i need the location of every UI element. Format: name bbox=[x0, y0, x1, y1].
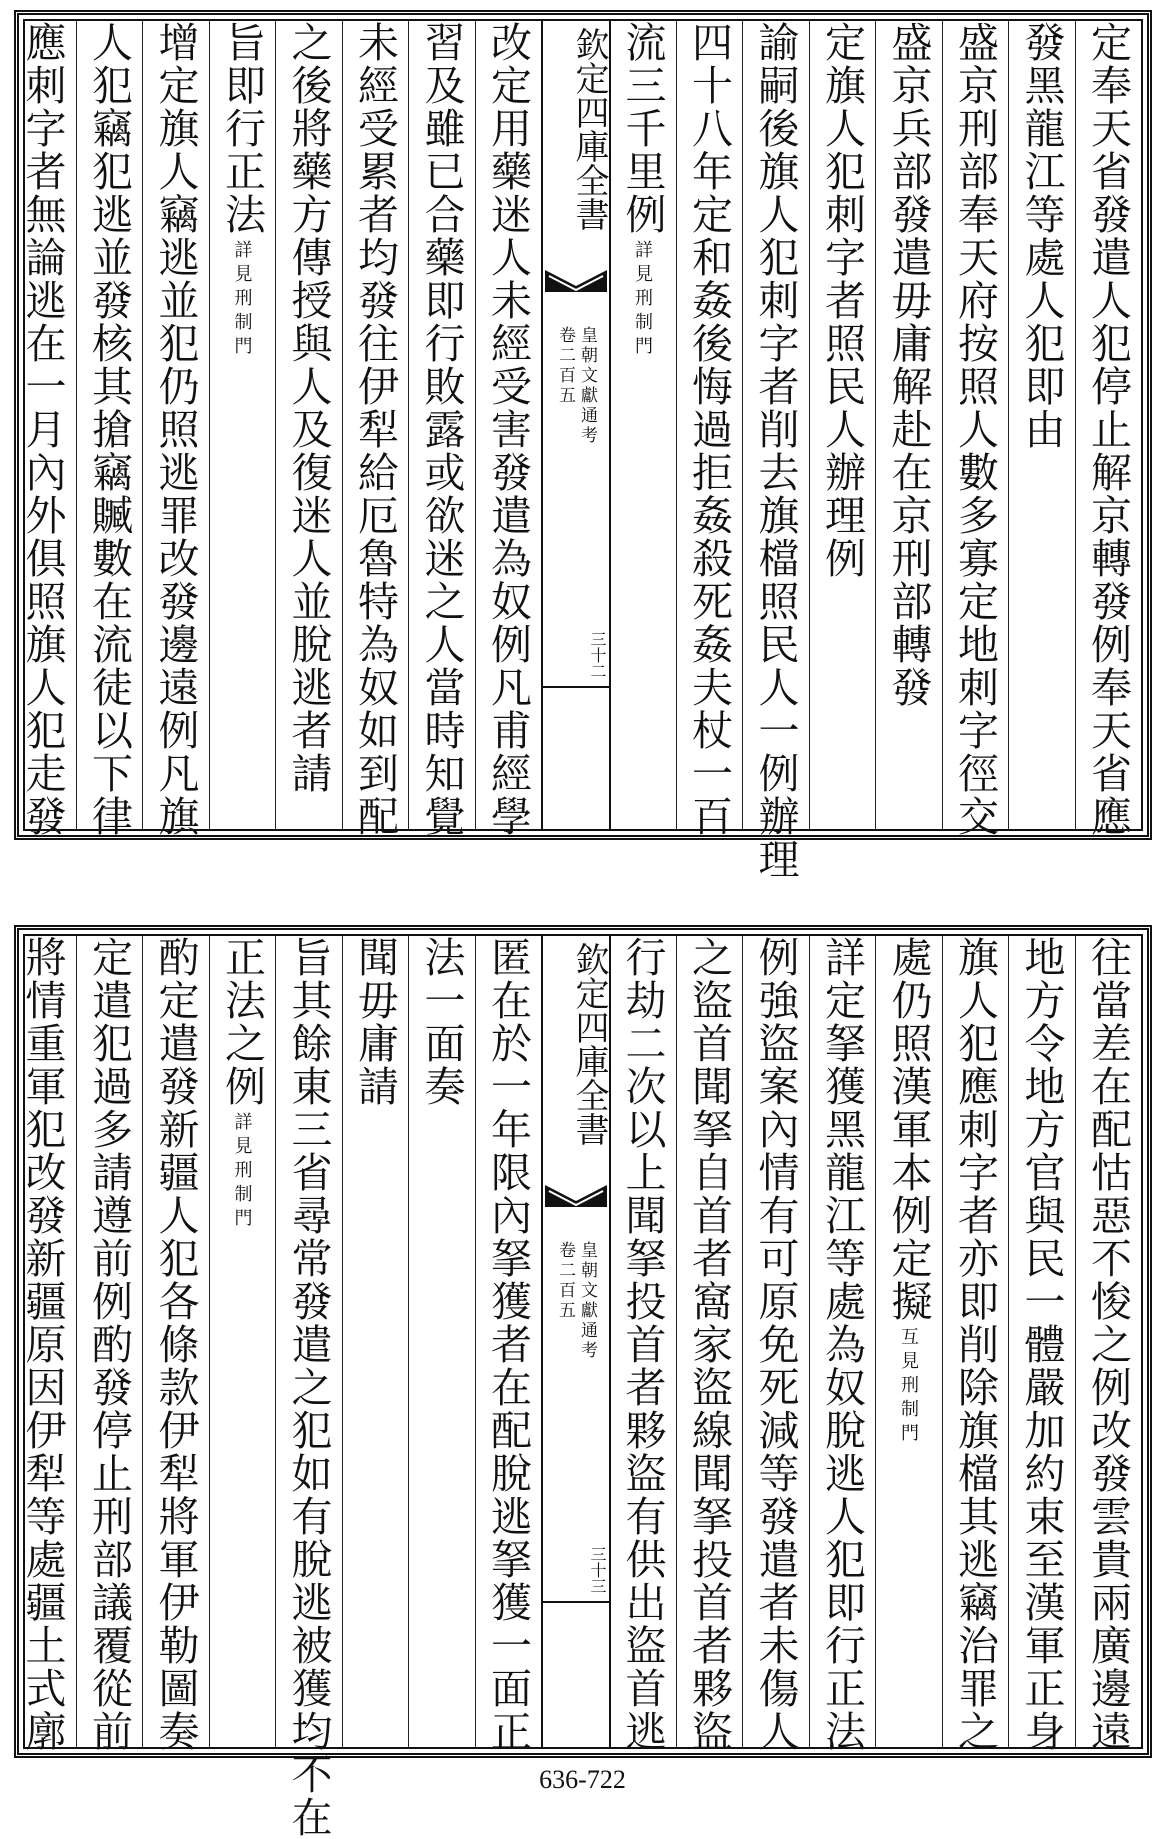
column-text: 之盜首聞拏自首者窩家盜線聞拏投首者夥盜 bbox=[685, 936, 733, 1753]
fish-tail-mark-icon bbox=[543, 266, 609, 292]
column-divider bbox=[742, 936, 743, 1747]
book-title: 皇朝文獻通考 bbox=[577, 1241, 597, 1361]
column-text: 將情重軍犯改發新疆原因伊犁等處疆土式廓 bbox=[18, 936, 67, 1753]
collection-title: 欽定四庫全書 bbox=[569, 27, 609, 231]
column-text: 改定用藥迷人未經受害發遣為奴例凡甫經學 bbox=[484, 21, 532, 838]
left-column bbox=[9, 21, 75, 838]
right-column bbox=[875, 21, 941, 829]
column-divider bbox=[942, 21, 943, 829]
column-text: 地方令地方官與民一體嚴加約束至漢軍正身 bbox=[1017, 936, 1066, 1753]
column-divider bbox=[275, 21, 276, 829]
right-column bbox=[809, 21, 875, 829]
column-text: 聞毋庸請 bbox=[351, 936, 399, 1108]
column-text: 之後將藥方傳授與人及復迷人並脫逃者請 bbox=[284, 21, 333, 795]
catalog-number: 636-722 bbox=[539, 1765, 626, 1794]
column-text: 詳定拏獲黑龍江等處為奴脫逃人犯即行正法 bbox=[818, 936, 866, 1753]
book-meta bbox=[543, 1241, 609, 1361]
left-column bbox=[9, 936, 75, 1753]
page-number: 三十二 bbox=[588, 631, 607, 679]
left-column bbox=[76, 936, 142, 1753]
center-margin-column bbox=[541, 21, 611, 829]
column-divider bbox=[809, 936, 810, 1747]
cross-reference-note: 詳見刑制門 bbox=[632, 240, 653, 360]
left-column bbox=[76, 21, 142, 838]
column-divider bbox=[1075, 21, 1076, 829]
volume-number: 卷二百五 bbox=[555, 326, 575, 406]
column-text: 匿在於一年限內拏獲者在配脫逃拏獲一面正 bbox=[484, 936, 532, 1753]
margin-rule bbox=[543, 686, 609, 688]
column-divider bbox=[809, 21, 810, 829]
column-text: 習及雖已合藥即行敗露或欲迷之人當時知覺 bbox=[417, 21, 466, 838]
column-text: 未經受累者均發往伊犁給厄魯特為奴如到配 bbox=[351, 21, 399, 838]
left-column bbox=[142, 21, 208, 838]
column-divider bbox=[1008, 936, 1009, 1747]
page-frame bbox=[18, 19, 1143, 881]
column-text: 諭嗣後旗人犯刺字者削去旗檔照民人一例辦理 bbox=[751, 21, 800, 881]
column-text: 增定旗人竊逃並犯仍照逃罪改發邊遠例凡旗 bbox=[151, 21, 200, 838]
right-column bbox=[1008, 936, 1074, 1753]
column-divider bbox=[475, 936, 476, 1747]
right-column bbox=[1075, 936, 1141, 1753]
column-divider bbox=[209, 21, 210, 829]
column-divider bbox=[342, 936, 343, 1747]
column-divider bbox=[942, 936, 943, 1747]
column-text: 定遣犯過多請遵前例酌發停止刑部議覆從前 bbox=[85, 936, 133, 1753]
column-divider bbox=[76, 21, 77, 829]
column-text: 酌定遣發新疆人犯各條款伊犁將軍伊勒圖奏 bbox=[151, 936, 200, 1753]
collection-title: 欽定四庫全書 bbox=[569, 942, 609, 1146]
column-divider bbox=[142, 936, 143, 1747]
right-column bbox=[875, 936, 941, 1747]
left-column bbox=[408, 21, 474, 838]
right-column bbox=[742, 21, 808, 881]
column-divider bbox=[676, 936, 677, 1747]
left-column bbox=[475, 21, 541, 838]
column-divider bbox=[408, 936, 409, 1747]
right-column bbox=[609, 21, 675, 829]
column-divider bbox=[1075, 936, 1076, 1747]
book-title: 皇朝文獻通考 bbox=[577, 326, 597, 446]
column-text: 盛京兵部發遣毋庸解赴在京刑部轉發 bbox=[884, 21, 933, 709]
column-divider bbox=[142, 21, 143, 829]
column-text: 應刺字者無論逃在一月內外俱照旗人犯走發 bbox=[18, 21, 67, 838]
page-top bbox=[14, 10, 1152, 881]
margin-rule bbox=[543, 1601, 609, 1603]
column-divider bbox=[875, 936, 876, 1747]
column-text: 例強盜案內情有可原免死減等發遣者未傷人 bbox=[751, 936, 800, 1753]
right-column bbox=[609, 936, 675, 1753]
left-column bbox=[475, 936, 541, 1753]
column-text: 定奉天省發遣人犯停止解京轉發例奉天省應 bbox=[1084, 21, 1132, 838]
right-column bbox=[676, 21, 742, 838]
column-divider bbox=[342, 21, 343, 829]
column-text: 定旗人犯刺字者照民人辦理例 bbox=[818, 21, 866, 580]
left-column bbox=[142, 936, 208, 1753]
left-column bbox=[275, 936, 341, 1839]
right-column bbox=[809, 936, 875, 1753]
left-column bbox=[209, 936, 275, 1747]
column-divider bbox=[742, 21, 743, 829]
column-text: 行劫二次以上聞拏投首者夥盜有供出盜首逃 bbox=[618, 936, 667, 1753]
column-text: 正法之例 bbox=[218, 936, 266, 1108]
volume-number: 卷二百五 bbox=[555, 1241, 575, 1321]
column-divider bbox=[875, 21, 876, 829]
right-column bbox=[1075, 21, 1141, 838]
left-column bbox=[275, 21, 341, 829]
cross-reference-note: 詳見刑制門 bbox=[231, 240, 253, 360]
left-column bbox=[342, 936, 408, 1747]
column-text: 旨其餘東三省尋常發遣之犯如有脫逃被獲均不在 bbox=[284, 936, 333, 1839]
left-column bbox=[209, 21, 275, 829]
right-column bbox=[742, 936, 808, 1753]
book-meta bbox=[543, 326, 609, 446]
cross-reference-note: 互見刑制門 bbox=[898, 1327, 919, 1447]
page-number: 三十三 bbox=[588, 1546, 607, 1594]
column-text: 往當差在配怙惡不悛之例改發雲貴兩廣邊遠 bbox=[1084, 936, 1132, 1753]
column-divider bbox=[676, 21, 677, 829]
cross-reference-note: 詳見刑制門 bbox=[231, 1112, 253, 1232]
right-column bbox=[676, 936, 742, 1753]
right-column bbox=[942, 21, 1008, 838]
column-text: 人犯竊犯逃並發核其搶竊贓數在流徒以下律 bbox=[85, 21, 133, 838]
column-text: 發黑龍江等處人犯即由 bbox=[1017, 21, 1066, 451]
column-divider bbox=[76, 936, 77, 1747]
left-column bbox=[408, 936, 474, 1747]
column-divider bbox=[475, 21, 476, 829]
column-text: 四十八年定和姦後悔過拒姦殺死姦夫杖一百 bbox=[685, 21, 733, 838]
column-divider bbox=[209, 936, 210, 1747]
column-text: 處仍照漢軍本例定擬 bbox=[884, 936, 933, 1323]
column-divider bbox=[275, 936, 276, 1747]
column-divider bbox=[408, 21, 409, 829]
column-text: 盛京刑部奉天府按照人數多寡定地刺字徑交 bbox=[951, 21, 999, 838]
center-margin-column bbox=[541, 936, 611, 1747]
right-column bbox=[1008, 21, 1074, 829]
left-column bbox=[342, 21, 408, 838]
column-text: 流三千里例 bbox=[618, 21, 667, 236]
right-column bbox=[942, 936, 1008, 1753]
column-text: 法一面奏 bbox=[417, 936, 466, 1108]
fish-tail-mark-icon bbox=[543, 1181, 609, 1207]
column-divider bbox=[1008, 21, 1009, 829]
column-text: 旗人犯應刺字者亦即削除旗檔其逃竊治罪之 bbox=[951, 936, 999, 1753]
column-text: 旨即行正法 bbox=[218, 21, 266, 236]
